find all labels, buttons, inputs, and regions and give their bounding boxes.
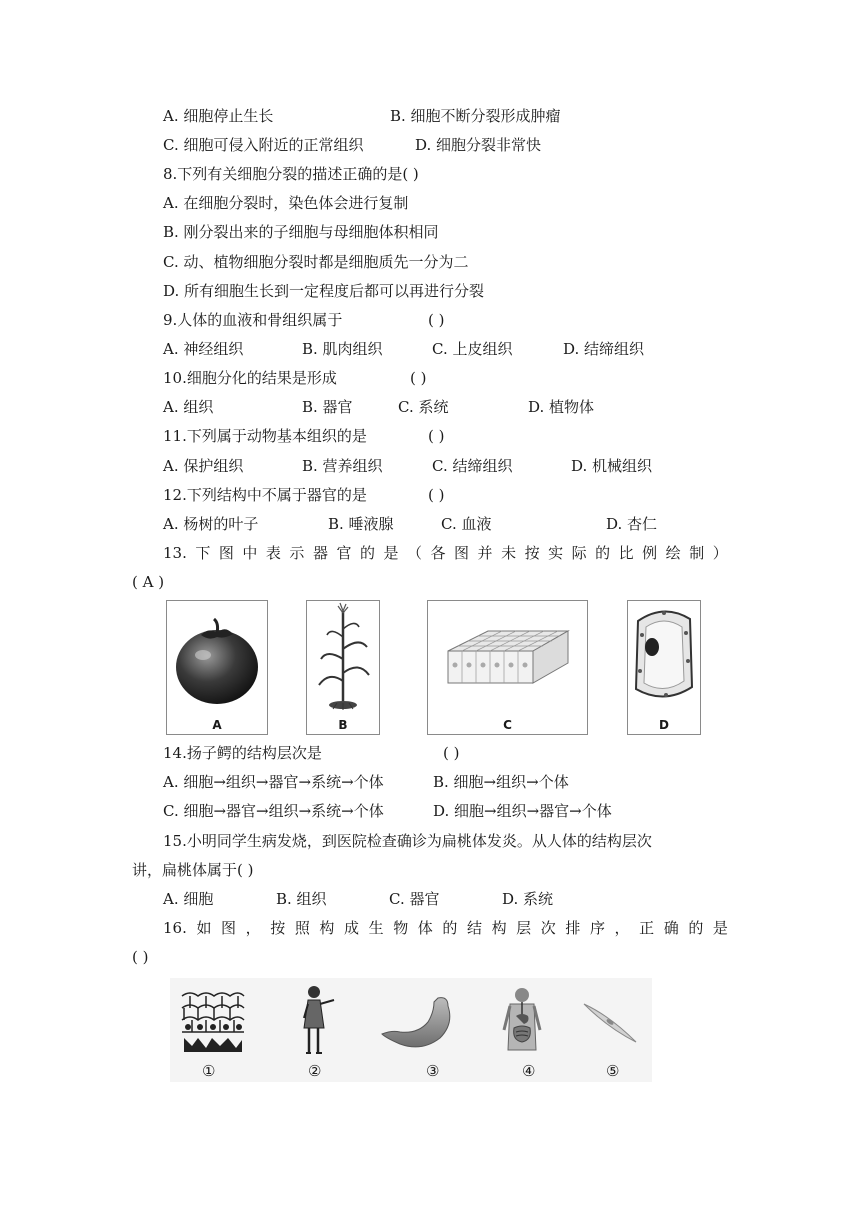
q13-stem-char: 并 [477,544,493,562]
q14-option-d: D. 细胞→组织→器官→个体 [433,802,612,820]
q7-option-a: A. 细胞停止生长 [163,107,274,125]
q12-stem: 12.下列结构中不属于器官的是 [163,486,367,504]
q16-answer-paren: ( ) [132,948,149,966]
q16-stem-char: 图 [221,919,237,937]
q13-stem [163,543,728,563]
q8-option-c: C. 动、植物细胞分裂时都是细胞质先一分为二 [163,253,469,271]
q9-stem: 9.人体的血液和骨组织属于 [163,311,343,329]
q16-stem-char: 16. [163,919,187,937]
q13-stem-char: 是 [383,544,399,562]
q16-label-1: ① [202,1062,216,1080]
q13-stem-char: 13. [163,544,187,562]
q16-stem-char: 的 [688,919,704,937]
q15-option-c: C. 器官 [389,890,440,908]
q11-answer-paren: ( ) [428,427,445,445]
q16-label-3: ③ [426,1062,440,1080]
q16-label-4: ④ [522,1062,536,1080]
q16-label-5: ⑤ [606,1062,620,1080]
muscle-cell-image [580,998,640,1048]
q11-stem: 11.下列属于动物基本组织的是 [163,427,367,445]
q8-option-b: B. 刚分裂出来的子细胞与母细胞体积相同 [163,223,439,241]
q13-stem-char: 下 [195,544,211,562]
q11-option-b: B. 营养组织 [302,457,383,475]
q13-stem-char: 图 [218,544,234,562]
q13-figure-d-plant-cell [627,600,701,735]
q12-answer-paren: ( ) [428,486,445,504]
q16-stem-char: 确 [663,919,679,937]
q13-stem-char: 的 [359,544,375,562]
q9-option-c: C. 上皮组织 [432,340,513,358]
q10-option-b: B. 器官 [302,398,353,416]
q13-answer: ( A ) [132,573,165,591]
q16-stem-char: ， [245,919,261,937]
q13-stem-char: 制 [689,544,705,562]
q13-figure-b-label: B [338,718,348,732]
q10-option-d: D. 植物体 [528,398,595,416]
q12-option-c: C. 血液 [441,515,492,533]
q13-stem-char: 未 [501,544,517,562]
q16-stem [163,918,728,938]
q16-stem-char: 按 [270,919,286,937]
q16-stem-char: 生 [368,919,384,937]
q10-option-c: C. 系统 [398,398,449,416]
q7-option-b: B. 细胞不断分裂形成肿瘤 [390,107,561,125]
q13-stem-char: 表 [265,544,281,562]
q13-stem-char: 器 [312,544,328,562]
q13-stem-char: （ [407,544,423,562]
q8-stem: 8.下列有关细胞分裂的描述正确的是( ) [163,165,419,183]
q13-stem-char: 例 [642,544,658,562]
q14-option-c: C. 细胞→器官→组织→系统→个体 [163,802,384,820]
q13-stem-char: 绘 [665,544,681,562]
epithelial-tissue-image [428,601,587,713]
q10-option-a: A. 组织 [163,398,214,416]
q15-option-d: D. 系统 [502,890,554,908]
q13-stem-char: 图 [454,544,470,562]
q16-stem-char: 是 [712,919,728,937]
q13-stem-char: 按 [524,544,540,562]
q13-figure-c-epithelial-tissue [427,600,588,735]
q14-stem: 14.扬子鳄的结构层次是 [163,744,322,762]
q13-figure-c-label: C [503,718,512,732]
q14-option-a: A. 细胞→组织→器官→系统→个体 [163,773,384,791]
q12-option-d: D. 杏仁 [606,515,658,533]
q11-option-a: A. 保护组织 [163,457,244,475]
q16-stem-char: 构 [319,919,335,937]
q15-stem-line2: 讲，扁桃体属于( ) [132,861,254,879]
tissue-image [178,988,248,1054]
q16-stem-char: 结 [466,919,482,937]
q16-stem-char: 正 [639,919,655,937]
corn-plant-image [307,601,379,713]
digestive-system-image [500,986,544,1058]
q16-stem-char: ， [614,919,630,937]
q16-label-2: ② [308,1062,322,1080]
q13-stem-char: 示 [289,544,305,562]
q14-option-b: B. 细胞→组织→个体 [433,773,569,791]
tomato-image [167,601,267,713]
q16-stem-char: 排 [565,919,581,937]
q13-figure-d-label: D [659,718,669,732]
q13-stem-char: 际 [571,544,587,562]
q10-stem: 10.细胞分化的结果是形成 [163,369,337,387]
q9-answer-paren: ( ) [428,311,445,329]
q10-answer-paren: ( ) [410,369,427,387]
q15-option-b: B. 组织 [276,890,327,908]
q13-stem-char: 官 [336,544,352,562]
q13-stem-char: ） [712,544,728,562]
person-image [298,982,338,1058]
q9-option-d: D. 结缔组织 [563,340,645,358]
q13-stem-char: 中 [242,544,258,562]
q13-figure-a-tomato [166,600,268,735]
q13-stem-char: 比 [618,544,634,562]
plant-cell-image [628,601,700,713]
q16-stem-char: 体 [417,919,433,937]
stomach-image [378,994,464,1054]
q15-option-a: A. 细胞 [163,890,214,908]
q13-stem-char: 实 [548,544,564,562]
q8-option-d: D. 所有细胞生长到一定程度后都可以再进行分裂 [163,282,485,300]
q16-stem-char: 如 [196,919,212,937]
q16-stem-char: 构 [491,919,507,937]
q16-stem-char: 成 [344,919,360,937]
q16-figure-strip [170,978,652,1082]
q16-stem-char: 序 [589,919,605,937]
q12-option-b: B. 唾液腺 [328,515,394,533]
q13-stem-char: 各 [430,544,446,562]
q15-stem-line1: 15.小明同学生病发烧，到医院检查确诊为扁桃体发炎。从人体的结构层次 [163,832,652,850]
q7-option-d: D. 细胞分裂非常快 [415,136,542,154]
q16-stem-char: 次 [540,919,556,937]
q16-stem-char: 物 [393,919,409,937]
q11-option-c: C. 结缔组织 [432,457,513,475]
q9-option-a: A. 神经组织 [163,340,244,358]
q16-stem-char: 层 [516,919,532,937]
q11-option-d: D. 机械组织 [571,457,653,475]
q8-option-a: A. 在细胞分裂时，染色体会进行复制 [163,194,409,212]
q7-option-c: C. 细胞可侵入附近的正常组织 [163,136,364,154]
q16-stem-char: 照 [294,919,310,937]
q14-answer-paren: ( ) [443,744,460,762]
q16-stem-char: 的 [442,919,458,937]
q9-option-b: B. 肌肉组织 [302,340,383,358]
q13-figure-b-corn-plant [306,600,380,735]
q13-stem-char: 的 [595,544,611,562]
q13-figure-a-label: A [212,718,222,732]
q12-option-a: A. 杨树的叶子 [163,515,259,533]
